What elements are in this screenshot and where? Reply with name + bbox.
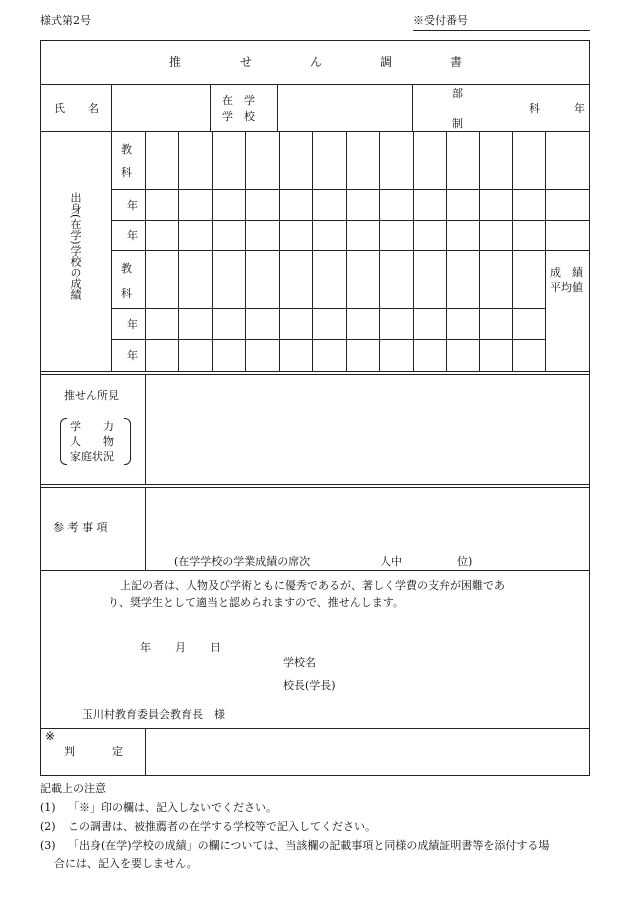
name-label: 名: [88, 102, 99, 115]
reference-field[interactable]: [146, 488, 589, 554]
title-char: せ: [240, 55, 253, 69]
addressee: 玉川村教育委員会教育長 様: [82, 708, 225, 721]
title-char: 推: [169, 55, 182, 69]
right-bracket: [124, 418, 131, 465]
date-label: 日: [210, 641, 221, 654]
title-char: 調: [380, 55, 393, 69]
year-row-label: 年: [127, 318, 138, 331]
note-number: (1): [40, 801, 56, 814]
date-label: 年: [140, 641, 151, 654]
title-char: ん: [310, 55, 323, 69]
recommendation-item: 家庭状況: [70, 450, 114, 463]
notes-heading: 記載上の注意: [40, 782, 106, 795]
school-label: 学 校: [222, 110, 255, 123]
note-text: 「※」印の欄は、記入しないでください。: [68, 801, 277, 814]
date-label: 月: [175, 641, 186, 654]
year-row-label: 年: [127, 349, 138, 362]
statement-line: 上記の者は、人物及び学術ともに優秀であるが、著しく学費の支弁が困難であ: [120, 579, 505, 592]
rank-text: 位): [457, 555, 473, 568]
recommendation-label: 推せん所見: [64, 389, 119, 402]
course-label: 科: [529, 102, 540, 115]
reference-label: 参 考 事 項: [53, 521, 108, 534]
subject-label: 科: [121, 166, 132, 179]
recommendation-item: 学 力: [70, 420, 114, 433]
subject-label: 教: [121, 262, 132, 275]
subject-label: 科: [121, 287, 132, 300]
judgement-mark: ※: [45, 729, 56, 743]
principal-label: 校長(学長): [283, 679, 336, 692]
judgement-label: 定: [112, 745, 123, 758]
name-label: 氏: [54, 102, 65, 115]
note-text: この調書は、被推薦者の在学する学校等で記入してください。: [68, 820, 376, 833]
judgement-label: 判: [64, 745, 75, 758]
title-char: 書: [450, 55, 463, 69]
note-continuation: 合には、記入を要しません。: [54, 857, 198, 870]
subject-label: 教: [121, 143, 132, 156]
statement-line: り、奨学生として適当と認められますので、推せんします。: [108, 596, 404, 609]
recommendation-item: 人 物: [70, 435, 114, 448]
left-bracket: [60, 418, 67, 465]
dept-label: 部: [452, 87, 463, 100]
note-text: 「出身(在学)学校の成績」の欄については、当該欄の記載事項と同様の成績証明書等を添付する場: [68, 839, 550, 852]
rank-text: (在学学校の学業成績の席次: [174, 555, 311, 568]
recommendation-field[interactable]: [146, 375, 589, 483]
judgement-field[interactable]: [146, 729, 589, 775]
year-label: 年: [574, 102, 585, 115]
receipt-number-label: ※受付番号: [413, 14, 468, 27]
name-field[interactable]: [112, 85, 209, 130]
note-number: (3): [40, 839, 56, 852]
year-row-label: 年: [127, 199, 138, 212]
school-field[interactable]: [278, 85, 411, 130]
grades-section-label: 出身(在学)学校の成績: [69, 192, 82, 300]
receipt-number-line: [413, 30, 590, 31]
average-label: 成 績: [550, 266, 583, 279]
dept-label: 制: [452, 117, 463, 130]
form-number: 様式第2号: [40, 14, 91, 27]
average-label: 平均値: [550, 281, 583, 294]
note-number: (2): [40, 820, 56, 833]
rank-text: 人中: [380, 555, 402, 568]
year-row-label: 年: [127, 229, 138, 242]
school-name-label: 学校名: [283, 656, 316, 669]
school-label: 在 学: [222, 94, 255, 107]
